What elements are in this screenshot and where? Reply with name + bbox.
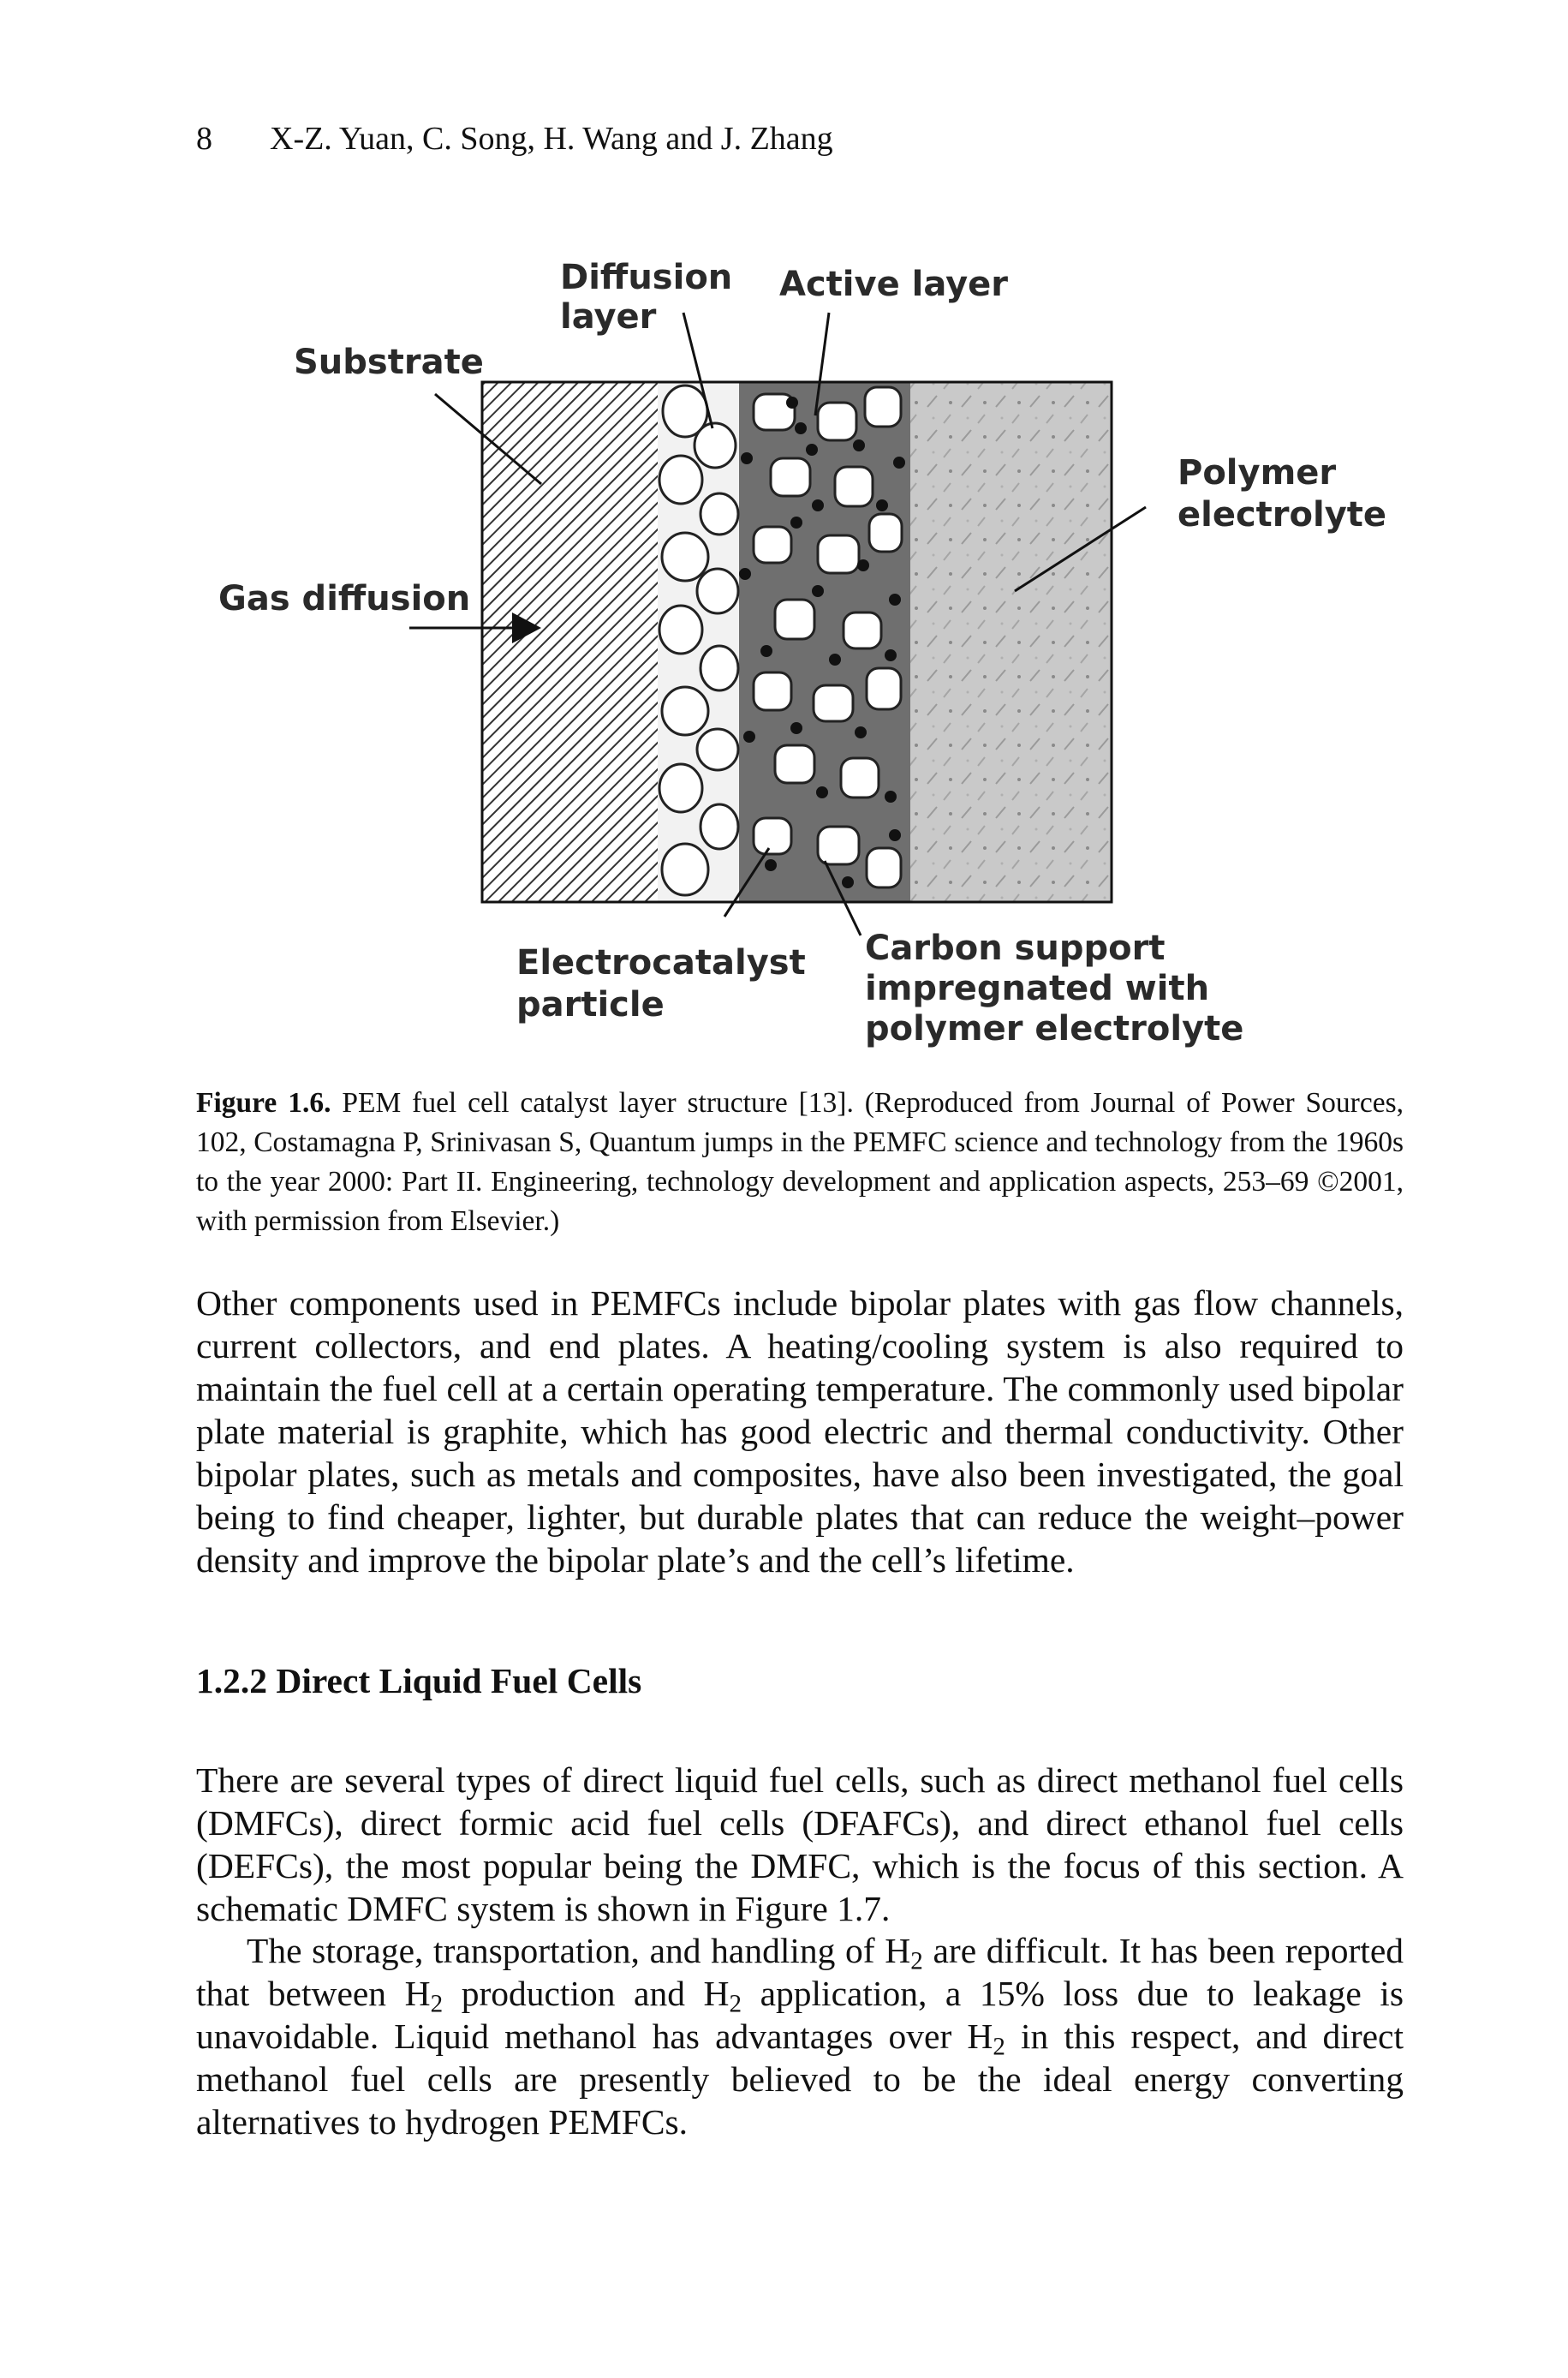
label-gas-diffusion: Gas diffusion — [218, 579, 471, 618]
label-carbon-support-1: Carbon support — [865, 929, 1166, 968]
label-active-layer: Active layer — [779, 265, 1009, 304]
paragraph-2: There are several types of direct liquid fuel cells, such as direct methanol fuel cells (DMFCs), direct formic acid fuel cells (DFAFCs), and direct ethanol fuel cells (DEFCs), the most popular being the DMFC, which is the focus of this section. A schematic DMFC system is shown in Figure 1.7. — [196, 1760, 1404, 1928]
label-carbon-support-2: impregnated with — [865, 969, 1210, 1008]
paragraph-1: Other components used in PEMFCs include bipolar plates with gas flow channels, current collectors, and end plates. A heating/cooling system is also required to maintain the fuel cell at a certain operating temperature. The commonly used bipolar plate material is graphite, which has good electric and thermal conductivity. Other bipolar plates, such as metals and composites, have also been investigated, the goal being to find cheaper, lighter, but durable plates that can reduce the weight–power density and improve the bipolar plate’s and the cell’s lifetime. — [196, 1283, 1404, 1580]
label-electrocatalyst-2: particle — [516, 985, 665, 1025]
label-carbon-support-3: polymer electrolyte — [865, 1009, 1244, 1049]
caption-text: PEM fuel cell catalyst layer structure [13]. (Reproduced from Journal of Power Sources, 102, Costamagna P, Srinivasan S, Quantum jumps in the PEMFC science and technology from the 1960s to the year 2000: Part II. Engineering, technology development and application aspects, 253–69 ©2001, with permission from Elsevier.) — [196, 1087, 1404, 1237]
label-electrocatalyst-1: Electrocatalyst — [516, 943, 806, 983]
layer-stack — [482, 382, 1112, 902]
label-polymer-electrolyte-2: electrolyte — [1177, 495, 1387, 535]
authors: X-Z. Yuan, C. Song, H. Wang and J. Zhang — [270, 121, 833, 157]
substrate-region — [482, 382, 658, 902]
page-number: 8 — [196, 121, 212, 157]
paragraph-3: The storage, transportation, and handling of $H_2$ are difficult. It has been reported that between $H_2$ production and $H_2$ application, a 15% loss due to leakage is unavoidable. Liquid methanol has advantages over $H_2$ in this respect, and direct methanol fuel cells are presently believed to be the ideal energy converting alternatives to hydrogen PEMFCs. — [196, 1931, 1404, 2142]
label-diffusion-layer-2: layer — [560, 297, 657, 337]
figure-caption — [196, 1084, 1404, 1241]
label-substrate: Substrate — [294, 343, 484, 382]
caption-label: Figure 1.6. — [196, 1087, 331, 1119]
catalyst-layer-figure — [0, 0, 1568, 1079]
section-heading: 1.2.2 Direct Liquid Fuel Cells — [196, 1661, 642, 1700]
polymer-electrolyte-region — [910, 382, 1112, 902]
label-polymer-electrolyte-1: Polymer — [1177, 453, 1337, 493]
label-diffusion-layer-1: Diffusion — [560, 258, 733, 297]
